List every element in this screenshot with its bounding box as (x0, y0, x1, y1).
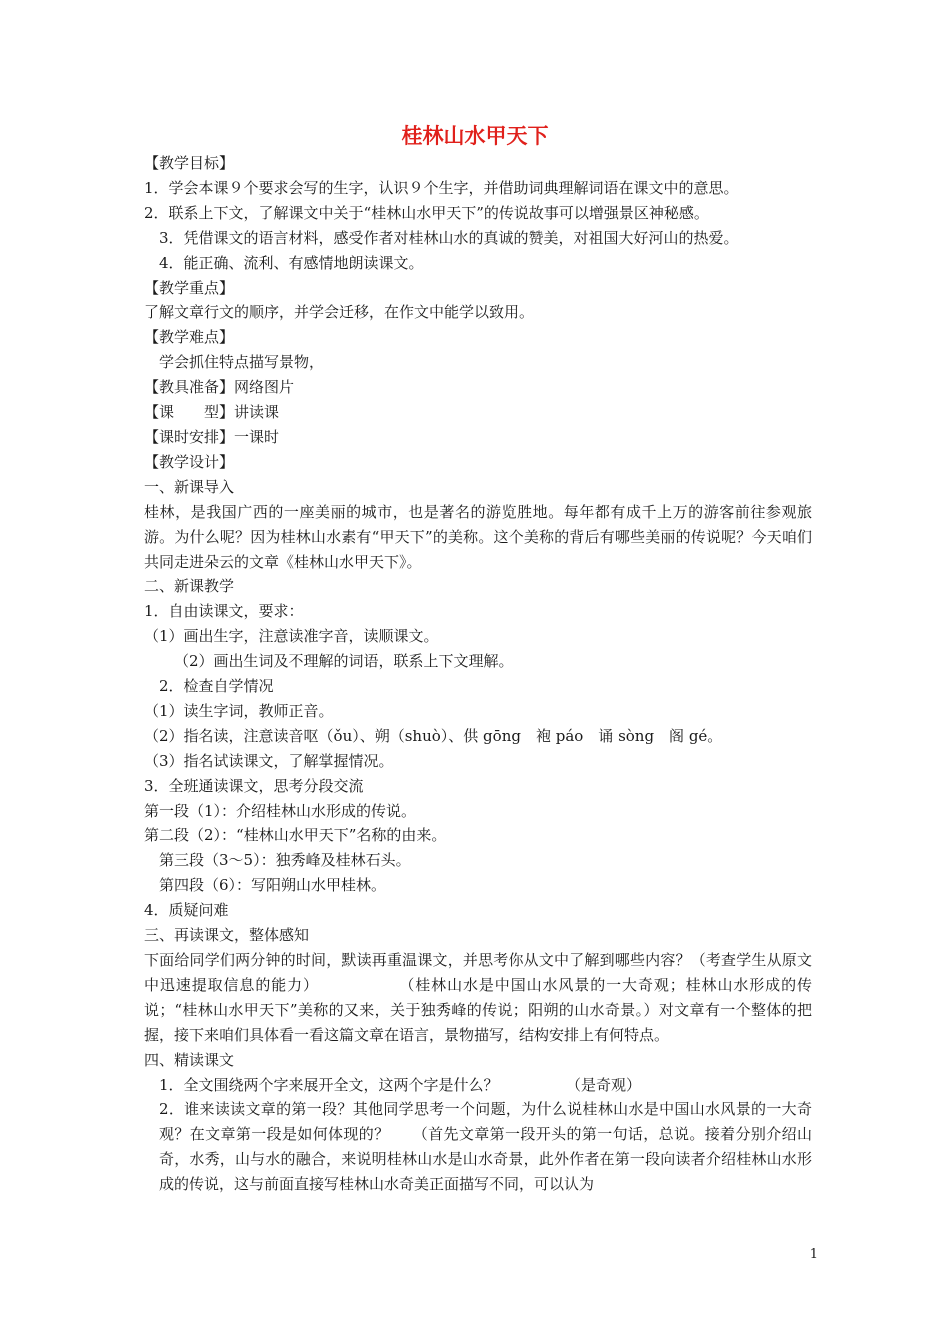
text-line: 第三段（3～5）：独秀峰及桂林石头。 (159, 851, 411, 870)
text-line: 二、新课教学 (144, 577, 235, 596)
text-line: （2）画出生词及不理解的词语，联系上下文理解。 (174, 652, 514, 671)
text-line: 1．自由读课文，要求： (144, 602, 304, 621)
text-line: 【课 型】讲读课 (144, 403, 280, 422)
text-line: 3．凭借课文的语言材料，感受作者对桂林山水的真诚的赞美，对祖国大好河山的热爱。 (159, 228, 739, 247)
reading-paragraph: 2．谁来读读文章的第一段？其他同学思考一个问题，为什么说桂林山水是中国山水风景的一大奇观？在文章第一段是如何体现的？ （首先文章第一段开头的第一句话，总说。接着分别介绍山奇，水秀，山与水的融合，来说明桂林山水是山水奇景，此外作者在第一段向读者介绍桂林山水形成的传说，这与前面直接写桂林山水奇美正面描写不同，可以认为 (159, 1100, 812, 1194)
text-line: 3．全班通读课文，思考分段交流 (144, 776, 364, 795)
text-line: 1．学会本课９个要求会写的生字，认识９个生字，并借助词典理解词语在课文中的意思。 (144, 178, 739, 197)
text-line: 【教学重点】 (144, 278, 235, 297)
close-reading-section (144, 1048, 812, 1098)
intro-paragraph: 桂林，是我国广西的一座美丽的城市，也是著名的游览胜地。每年都有成千上万的游客前往参观旅游。为什么呢？因为桂林山水素有“甲天下”的美称。这个美称的背后有哪些美丽的传说呢？今天咱们共同走进朵云的文章《桂林山水甲天下》。 (144, 502, 812, 571)
text-line: （1）画出生字，注意读准字音，读顺课文。 (144, 627, 439, 646)
text-line: 【课时安排】一课时 (144, 427, 280, 446)
page-title: 桂林山水甲天下 (401, 124, 549, 148)
text-line: 2．联系上下文，了解课文中关于“桂林山水甲天下”的传说故事可以增强景区神秘感。 (144, 203, 709, 222)
text-line: （3）指名试读课文，了解掌握情况。 (144, 751, 394, 770)
text-line: 2．检查自学情况 (159, 677, 274, 696)
text-line: 【教学设计】 (144, 452, 235, 471)
text-line: 学会抓住特点描写景物， (159, 353, 325, 372)
text-line: 第四段（6）：写阳朔山水甲桂林。 (159, 876, 387, 895)
text-line: 1．全文围绕两个字来展开全文，这两个字是什么？ （是奇观） (159, 1075, 642, 1094)
text-line: 一、新课导入 (144, 477, 235, 496)
text-line: 4．质疑问难 (144, 901, 229, 920)
text-line: 了解文章行文的顺序，并学会迁移，在作文中能学以致用。 (144, 303, 535, 322)
text-line: 【教学目标】 (144, 154, 235, 172)
text-line: （1）读生字词，教师正音。 (144, 701, 334, 720)
text-line: 四、精读课文 (144, 1050, 235, 1069)
document-body (144, 151, 812, 1197)
page-number: 1 (809, 1247, 818, 1262)
text-line: （2）指名读，注意读音呕（ǒu）、朔（shuò）、供 gōng 袍 páo 诵 sòng 阁 gé。 (144, 726, 723, 745)
text-line: 第一段（1）：介绍桂林山水形成的传说。 (144, 801, 417, 820)
teaching-section (144, 574, 812, 948)
text-line: 三、再读课文，整体感知 (144, 926, 310, 945)
text-line: 4．能正确、流利、有感情地朗读课文。 (159, 253, 424, 272)
text-line: 第二段（2）：“桂林山水甲天下”名称的由来。 (144, 826, 447, 845)
text-line: 【教具准备】网络图片 (144, 378, 295, 397)
overview-paragraph: 下面给同学们两分钟的时间，默读再重温课文，并思考你从文中了解到哪些内容？（考查学生从原文中迅速提取信息的能力） （桂林山水是中国山水风景的一大奇观；桂林山水形成的传说；“桂林山水甲天下”美称的又来，关于独秀峰的传说；阳朔的山水奇景。）对文章有一个整体的把握，接下来咱们具体看一看这篇文章在语言，景物描写，结构安排上有何特点。 (144, 951, 812, 1044)
text-line: 【教学难点】 (144, 328, 235, 347)
objectives-section (144, 151, 812, 500)
